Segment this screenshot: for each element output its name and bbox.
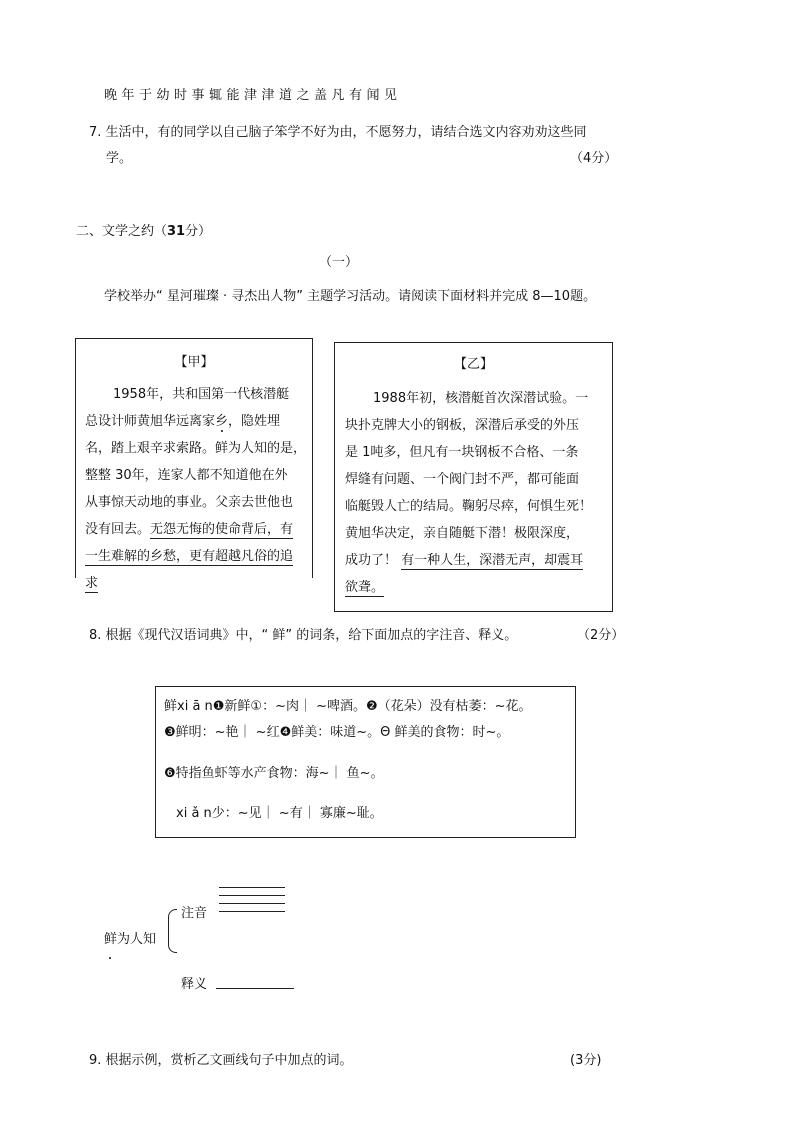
q9-text: 9. 根据示例，赏析乙文画线句子中加点的词。 (89, 1053, 353, 1068)
pinyin-answer-line-3 (219, 903, 285, 904)
answer-brace (168, 909, 177, 953)
q7-line1: 7. 生活中，有的同学以自己脑子笨学不好为由，不愿努力，请结合选文内容劝劝这些同 (89, 125, 587, 140)
yi-line-5: 临艇毁人亡的结局。鞠躬尽瘁，何惧生死！ (345, 499, 593, 514)
jia-line-1: 1958年，共和国第一代核潜艇 (113, 387, 290, 402)
meaning-answer-line (216, 988, 294, 989)
q7-score: （4分） (570, 151, 618, 166)
q7-line2: 学。 (106, 151, 133, 166)
dict-line-2: ❸鲜明：~艳｜ ~红❹鲜美：味道~。Θ 鲜美的食物：时~。 (164, 725, 510, 740)
section2-heading-suffix: 分） (185, 224, 212, 239)
q9-score: (3分) (570, 1053, 602, 1068)
jia-line-7 (85, 545, 293, 564)
passage-jia-title: 【甲】 (174, 355, 214, 370)
yi-line-7 (345, 549, 583, 568)
yi-line-7-plain: 成功了！ (345, 553, 398, 568)
meaning-label: 释义 (181, 977, 208, 992)
jia-line-6-plain: 没有回去。 (85, 522, 151, 537)
dict-line-4: xi ǎ n少：~见｜ ~有｜ 寡廉~耻。 (176, 806, 383, 821)
q8-text: 8. 根据《现代汉语词典》中，“ 鲜” 的词条，给下面加点的字注音、释义。 (89, 628, 518, 643)
passage-jia-box (75, 338, 313, 591)
jia-underlined-1: 无怨无悔的使命背后，有 (150, 522, 294, 537)
jia-underlined-3: 求 (85, 576, 99, 591)
yi-line-1: 1988年初，核潜艇首次深潜试验。一 (373, 391, 589, 406)
pinyin-label: 注音 (181, 906, 208, 921)
jia-line-8 (85, 572, 98, 591)
jia-line-6 (85, 518, 293, 537)
dict-line-3: ❻特指鱼虾等水产食物：海~｜ 鱼~。 (164, 766, 384, 781)
section2-heading-prefix: 二、文学之约（ (76, 224, 168, 239)
yi-line-8 (345, 576, 384, 595)
emphasis-dot-answer (109, 957, 111, 959)
yi-underlined-2: 欲聋。 (345, 580, 385, 595)
yi-line-2: 块扑克牌大小的钢板，深潜后承受的外压 (345, 418, 580, 433)
jia-line-3: 名，踏上艰辛求索路。鲜为人知的是， (85, 441, 307, 456)
passage-yi-title: 【乙】 (453, 357, 493, 372)
pinyin-answer-line-4 (219, 911, 285, 912)
jia-line-5: 从事惊天动地的事业。父亲去世他也 (85, 495, 294, 510)
dictionary-entry-box (155, 686, 576, 838)
header-text: 晚年于幼时事辄能津津道之盖凡有闻见 (104, 88, 402, 103)
q8-score: （2分） (577, 628, 625, 643)
section2-sub: （一） (319, 255, 359, 270)
section2-heading (76, 220, 211, 239)
jia-line-4: 整整 30年，连家人都不知道他在外 (85, 468, 288, 483)
emphasis-dot-jia (221, 430, 223, 432)
dict-line-1: 鲜xi ā n❶新鲜①：~肉｜ ~啤酒。❷（花朵）没有枯萎：~花。 (164, 699, 532, 714)
section2-heading-num: 31 (167, 224, 186, 239)
yi-line-4: 焊缝有问题、一个阀门封不严，都可能面 (345, 472, 580, 487)
pinyin-answer-line-1 (219, 887, 285, 888)
jia-line-2: 总设计师黄旭华远离家乡，隐姓埋 (85, 414, 281, 429)
yi-underlined-1: 有一种人生，深潜无声，却震耳 (401, 553, 584, 568)
jia-underlined-2: 一生难解的乡愁，更有超越凡俗的追 (85, 549, 294, 564)
yi-line-6: 黄旭华决定，亲自随艇下潜！极限深度， (345, 526, 580, 541)
pinyin-answer-line-2 (219, 895, 285, 896)
passage-yi-box (334, 342, 613, 612)
answer-word: 鲜为人知 (104, 932, 157, 947)
yi-line-3: 是 1吨多，但凡有一块钢板不合格、一条 (345, 445, 579, 460)
section2-intro: 学校举办“ 星河璀璨 · 寻杰出人物” 主题学习活动。请阅读下面材料并完成 8—10题。 (104, 289, 597, 304)
